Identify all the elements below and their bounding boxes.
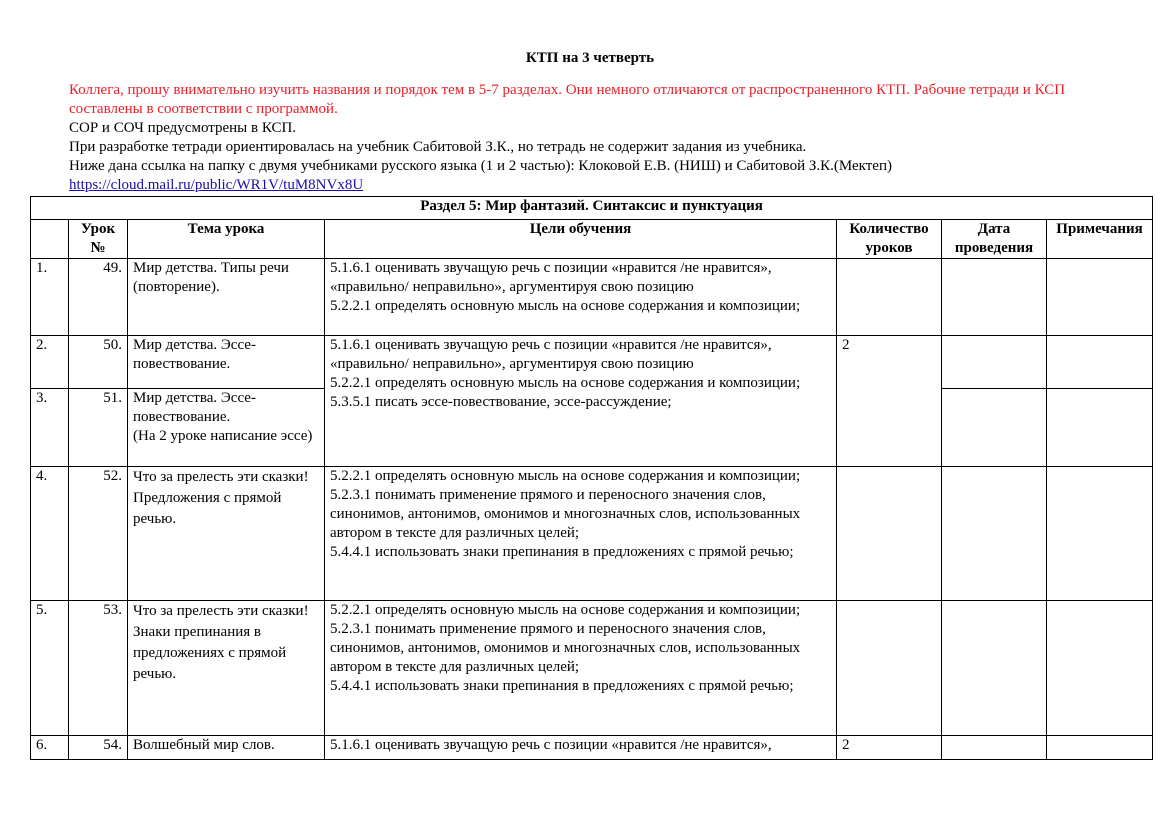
row-index: 5. xyxy=(31,601,69,736)
goal-item: 5.2.2.1 определять основную мысль на основе содержания и композиции; xyxy=(330,468,801,484)
lesson-number: 54. xyxy=(69,736,128,760)
lesson-number: 50. xyxy=(69,336,128,389)
notice-text: Коллега, прошу внимательно изучить названия и порядок тем в 5-7 разделах. Они немного отличаются от распространенного КТП. Рабочие тетради и КСП составлены в соответствии с программой. xyxy=(69,82,1066,117)
document-title: КТП на 3 четверть xyxy=(525,50,655,66)
lesson-number: 51. xyxy=(69,389,128,467)
lesson-topic: Волшебный мир слов. xyxy=(128,736,325,760)
header-row xyxy=(31,220,1153,259)
goal-item: 5.2.2.1 определять основную мысль на основе содержания и композиции; xyxy=(330,298,801,314)
goal-item: 5.1.6.1 оценивать звучащую речь с позиции «нравится /не нравится», «правильно/ неправильно», аргументируя свою позицию xyxy=(330,337,772,372)
table-row xyxy=(31,259,1153,336)
goal-item: 5.2.2.1 определять основную мысль на основе содержания и композиции; xyxy=(330,602,801,618)
lesson-count[interactable] xyxy=(837,467,942,601)
learning-goals xyxy=(325,736,837,760)
goal-item: 5.2.3.1 понимать применение прямого и переносного значения слов, синонимов, антонимов, омонимов и многозначных слов, использованных автором в тексте для различных целей; xyxy=(330,487,801,541)
goal-item: 5.1.6.1 оценивать звучащую речь с позиции «нравится /не нравится», «правильно/ неправильно», аргументируя свою позицию xyxy=(330,260,772,295)
lesson-date[interactable] xyxy=(942,336,1047,389)
header-lesson-number: Урок № xyxy=(69,220,128,259)
workbook-note: При разработке тетради ориентировалась на учебник Сабитовой З.К., но тетрадь не содержит задания из учебника. xyxy=(69,139,807,155)
link-intro-note: Ниже дана ссылка на папку с двумя учебниками русского языка (1 и 2 частью): Клоковой Е.В. (НИШ) и Сабитовой З.К.(Мектеп) xyxy=(69,158,892,174)
lesson-topic: Что за прелесть эти сказки! Знаки препинания в предложениях с прямой речью. xyxy=(128,601,325,736)
lesson-notes[interactable] xyxy=(1047,467,1153,601)
row-index: 1. xyxy=(31,259,69,336)
row-index: 4. xyxy=(31,467,69,601)
lesson-date[interactable] xyxy=(942,467,1047,601)
goal-item: 5.3.5.1 писать эссе-повествование, эссе-рассуждение; xyxy=(330,394,672,410)
lesson-notes[interactable] xyxy=(1047,259,1153,336)
lesson-notes[interactable] xyxy=(1047,336,1153,389)
learning-goals xyxy=(325,467,837,601)
lesson-topic xyxy=(128,389,325,467)
row-index: 6. xyxy=(31,736,69,760)
lesson-count[interactable]: 2 xyxy=(837,736,942,760)
lesson-topic-note: (На 2 уроке написание эссе) xyxy=(133,428,313,444)
header-goals: Цели обучения xyxy=(325,220,837,259)
header-date: Дата проведения xyxy=(942,220,1047,259)
table-row xyxy=(31,467,1153,601)
lesson-notes[interactable] xyxy=(1047,601,1153,736)
lesson-count[interactable] xyxy=(837,601,942,736)
sor-note: СОР и СОЧ предусмотрены в КСП. xyxy=(69,120,297,136)
goal-item: 5.2.3.1 понимать применение прямого и переносного значения слов, синонимов, антонимов, омонимов и многозначных слов, использованных автором в тексте для различных целей; xyxy=(330,621,801,675)
lesson-count[interactable] xyxy=(837,259,942,336)
lesson-date[interactable] xyxy=(942,389,1047,467)
intro-block xyxy=(69,81,1089,195)
header-index xyxy=(31,220,69,259)
header-count: Количество уроков xyxy=(837,220,942,259)
goal-item: 5.2.2.1 определять основную мысль на основе содержания и композиции; xyxy=(330,375,801,391)
goal-item: 5.4.4.1 использовать знаки препинания в предложениях с прямой речью; xyxy=(330,544,794,560)
row-index: 3. xyxy=(31,389,69,467)
learning-goals xyxy=(325,336,837,467)
lesson-date[interactable] xyxy=(942,259,1047,336)
lesson-number: 52. xyxy=(69,467,128,601)
lesson-date[interactable] xyxy=(942,601,1047,736)
table-row xyxy=(31,736,1153,760)
goal-item: 5.1.6.1 оценивать звучащую речь с позиции «нравится /не нравится», xyxy=(330,737,772,753)
lesson-number: 53. xyxy=(69,601,128,736)
cloud-link[interactable]: https://cloud.mail.ru/public/WR1V/tuM8NVx8U xyxy=(69,177,364,193)
table-row xyxy=(31,336,1153,389)
ktp-table xyxy=(30,196,1153,760)
lesson-date[interactable] xyxy=(942,736,1047,760)
lesson-number: 49. xyxy=(69,259,128,336)
goal-item: 5.4.4.1 использовать знаки препинания в предложениях с прямой речью; xyxy=(330,678,794,694)
lesson-topic-title: Мир детства. Эссе-повествование. xyxy=(133,390,256,425)
section-title: Раздел 5: Мир фантазий. Синтаксис и пунктуация xyxy=(31,197,1153,220)
learning-goals xyxy=(325,601,837,736)
header-topic: Тема урока xyxy=(128,220,325,259)
lesson-notes[interactable] xyxy=(1047,736,1153,760)
lesson-topic: Мир детства. Эссе-повествование. xyxy=(128,336,325,389)
section-row xyxy=(31,197,1153,220)
lesson-topic: Мир детства. Типы речи (повторение). xyxy=(128,259,325,336)
header-notes: Примечания xyxy=(1047,220,1153,259)
lesson-notes[interactable] xyxy=(1047,389,1153,467)
table-row xyxy=(31,601,1153,736)
learning-goals xyxy=(325,259,837,336)
row-index: 2. xyxy=(31,336,69,389)
lesson-count[interactable]: 2 xyxy=(837,336,942,467)
lesson-topic: Что за прелесть эти сказки! Предложения с прямой речью. xyxy=(128,467,325,601)
